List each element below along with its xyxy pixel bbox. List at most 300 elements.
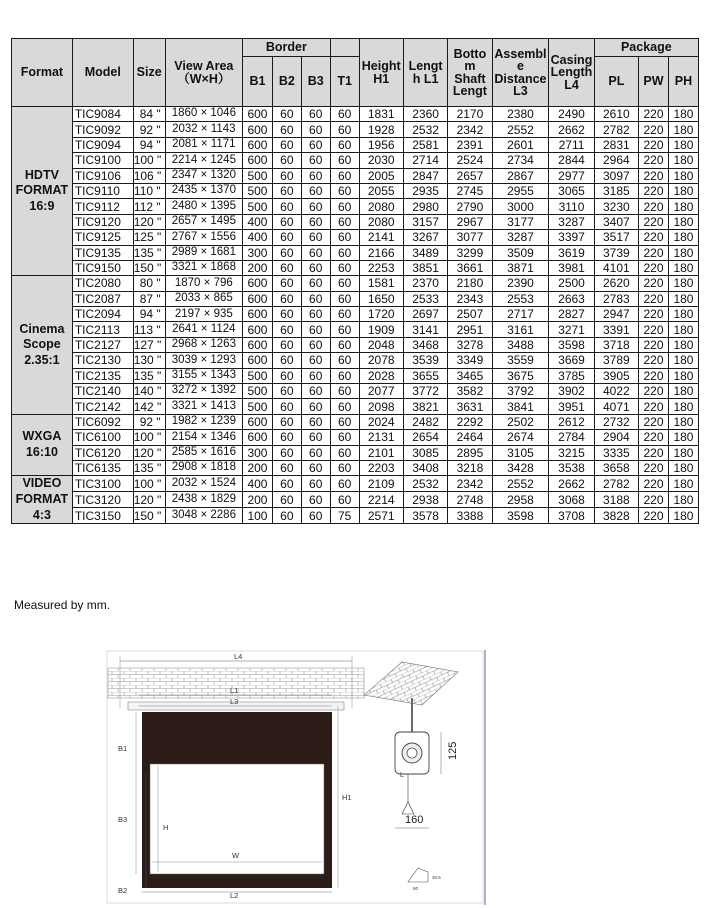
cell-b3: 60 (301, 214, 330, 229)
cell-size: 100 " (133, 430, 165, 445)
cell-ph: 180 (668, 460, 698, 475)
cell-size: 135 " (133, 245, 165, 260)
cell-length-l1: 2847 (403, 168, 447, 183)
cell-bottom-shaft: 2170 (448, 107, 492, 122)
header-b2: B2 (272, 57, 301, 107)
cell-ph: 180 (668, 245, 698, 260)
screen-dimension-diagram (106, 650, 490, 905)
cell-b1: 600 (243, 153, 273, 168)
cell-t1: 60 (330, 183, 359, 198)
cell-height-h1: 2141 (359, 230, 403, 245)
cell-height-h1: 1720 (359, 307, 403, 322)
cell-pw: 220 (639, 476, 669, 492)
cell-size: 130 " (133, 353, 165, 368)
cell-casing-l4: 3951 (549, 399, 594, 414)
cell-bottom-shaft: 3661 (448, 260, 492, 275)
cell-size: 92 " (133, 414, 165, 429)
cell-b1: 200 (243, 460, 273, 475)
cell-casing-l4: 3065 (549, 183, 594, 198)
table-row (12, 414, 699, 429)
cell-model: TIC2135 (72, 368, 133, 383)
cell-t1: 60 (330, 414, 359, 429)
cell-assembly-l3: 3161 (492, 322, 549, 337)
cell-t1: 60 (330, 353, 359, 368)
cell-pl: 3789 (594, 353, 638, 368)
cell-bottom-shaft: 2790 (448, 199, 492, 214)
cell-pl: 3739 (594, 245, 638, 260)
cell-model: TIC9084 (72, 107, 133, 122)
table-row (12, 107, 699, 122)
cell-b3: 60 (301, 384, 330, 399)
cell-casing-l4: 3538 (549, 460, 594, 475)
cell-view-area: 2033 × 865 (165, 291, 242, 306)
cell-size: 140 " (133, 384, 165, 399)
cell-b2: 60 (272, 230, 301, 245)
cell-b1: 500 (243, 199, 273, 214)
cell-pl: 4022 (594, 384, 638, 399)
cell-view-area: 3048 × 2286 (165, 508, 242, 524)
header-b3: B3 (301, 57, 330, 107)
cell-b3: 60 (301, 368, 330, 383)
cell-model: TIC2094 (72, 307, 133, 322)
cell-length-l1: 2980 (403, 199, 447, 214)
cell-assembly-l3: 3792 (492, 384, 549, 399)
cell-b3: 60 (301, 307, 330, 322)
cell-height-h1: 2048 (359, 337, 403, 352)
cell-bottom-shaft: 2745 (448, 183, 492, 198)
cell-view-area: 2657 × 1495 (165, 214, 242, 229)
cell-pw: 220 (639, 214, 669, 229)
cell-pl: 2964 (594, 153, 638, 168)
cell-pw: 220 (639, 230, 669, 245)
cell-view-area: 2438 × 1829 (165, 492, 242, 508)
cell-b3: 60 (301, 460, 330, 475)
cell-size: 125 " (133, 230, 165, 245)
cell-assembly-l3: 3598 (492, 508, 549, 524)
cell-b3: 60 (301, 137, 330, 152)
measurement-note: Measured by mm. (14, 598, 111, 612)
cell-casing-l4: 2490 (549, 107, 594, 122)
table-row (12, 214, 699, 229)
cell-b2: 60 (272, 492, 301, 508)
cell-b3: 60 (301, 291, 330, 306)
cell-model: TIC3120 (72, 492, 133, 508)
cell-t1: 60 (330, 107, 359, 122)
cell-assembly-l3: 2552 (492, 476, 549, 492)
cell-casing-l4: 2662 (549, 476, 594, 492)
cell-pw: 220 (639, 368, 669, 383)
cell-size: 80 " (133, 276, 165, 291)
cell-model: TIC9092 (72, 122, 133, 137)
cell-ph: 180 (668, 260, 698, 275)
header-view-area (165, 39, 242, 107)
cell-pw: 220 (639, 445, 669, 460)
cell-pw: 220 (639, 307, 669, 322)
cell-pl: 2610 (594, 107, 638, 122)
cell-b2: 60 (272, 414, 301, 429)
cell-size: 84 " (133, 107, 165, 122)
cell-size: 94 " (133, 137, 165, 152)
table-row (12, 476, 699, 492)
header-pw: PW (639, 57, 669, 107)
cell-view-area: 2435 × 1370 (165, 183, 242, 198)
cell-ph: 180 (668, 508, 698, 524)
label-125: 125 (447, 741, 459, 760)
cell-pw: 220 (639, 399, 669, 414)
cell-b2: 60 (272, 245, 301, 260)
cell-ph: 180 (668, 322, 698, 337)
cell-bottom-shaft: 3278 (448, 337, 492, 352)
table-row (12, 122, 699, 137)
cell-ph: 180 (668, 276, 698, 291)
cell-pw: 220 (639, 508, 669, 524)
cell-b1: 400 (243, 230, 273, 245)
table-row (12, 153, 699, 168)
cell-t1: 60 (330, 492, 359, 508)
cell-b1: 500 (243, 384, 273, 399)
cell-b3: 60 (301, 414, 330, 429)
cell-b3: 60 (301, 276, 330, 291)
cell-t1: 60 (330, 199, 359, 214)
cell-b1: 300 (243, 245, 273, 260)
cell-casing-l4: 3619 (549, 245, 594, 260)
cell-model: TIC2087 (72, 291, 133, 306)
cell-ph: 180 (668, 399, 698, 414)
cell-b1: 600 (243, 414, 273, 429)
label-w: W (232, 851, 240, 860)
cell-size: 120 " (133, 445, 165, 460)
cell-b1: 600 (243, 322, 273, 337)
cell-b2: 60 (272, 322, 301, 337)
format-group-label: Cinema Scope 2.35:1 (12, 276, 73, 415)
cell-bottom-shaft: 3465 (448, 368, 492, 383)
cell-height-h1: 1928 (359, 122, 403, 137)
header-casing-length: Casing Length L4 (549, 39, 594, 107)
cell-pw: 220 (639, 122, 669, 137)
cell-length-l1: 3267 (403, 230, 447, 245)
cell-b2: 60 (272, 337, 301, 352)
cell-ph: 180 (668, 384, 698, 399)
cell-b1: 600 (243, 337, 273, 352)
cell-assembly-l3: 3488 (492, 337, 549, 352)
cell-height-h1: 2030 (359, 153, 403, 168)
cell-bottom-shaft: 2748 (448, 492, 492, 508)
cell-assembly-l3: 3675 (492, 368, 549, 383)
cell-casing-l4: 3110 (549, 199, 594, 214)
cell-assembly-l3: 3428 (492, 460, 549, 475)
cell-bottom-shaft: 3349 (448, 353, 492, 368)
side-bottom-weight (402, 802, 414, 814)
cell-ph: 180 (668, 214, 698, 229)
cell-model: TIC3100 (72, 476, 133, 492)
cell-assembly-l3: 2734 (492, 153, 549, 168)
cell-bottom-shaft: 2343 (448, 291, 492, 306)
cell-model: TIC9112 (72, 199, 133, 214)
cell-casing-l4: 2977 (549, 168, 594, 183)
cell-ph: 180 (668, 107, 698, 122)
cell-height-h1: 2024 (359, 414, 403, 429)
cell-view-area: 3321 × 1868 (165, 260, 242, 275)
cell-b1: 600 (243, 430, 273, 445)
cell-bottom-shaft: 2464 (448, 430, 492, 445)
cell-size: 142 " (133, 399, 165, 414)
cell-b1: 500 (243, 399, 273, 414)
cell-assembly-l3: 2867 (492, 168, 549, 183)
cell-model: TIC9100 (72, 153, 133, 168)
cell-view-area: 3039 × 1293 (165, 353, 242, 368)
cell-bottom-shaft: 3582 (448, 384, 492, 399)
cell-pl: 2904 (594, 430, 638, 445)
cell-b3: 60 (301, 245, 330, 260)
cell-length-l1: 3578 (403, 508, 447, 524)
cell-length-l1: 2532 (403, 476, 447, 492)
cell-model: TIC2113 (72, 322, 133, 337)
cell-length-l1: 2360 (403, 107, 447, 122)
cell-b2: 60 (272, 276, 301, 291)
cell-t1: 60 (330, 430, 359, 445)
cell-height-h1: 2203 (359, 460, 403, 475)
cell-assembly-l3: 2552 (492, 122, 549, 137)
cell-b1: 400 (243, 476, 273, 492)
cell-b3: 60 (301, 445, 330, 460)
cell-height-h1: 1909 (359, 322, 403, 337)
cell-length-l1: 3821 (403, 399, 447, 414)
cell-b2: 60 (272, 353, 301, 368)
table-row (12, 307, 699, 322)
cell-height-h1: 2055 (359, 183, 403, 198)
cell-t1: 60 (330, 368, 359, 383)
cell-ph: 180 (668, 183, 698, 198)
cell-b2: 60 (272, 260, 301, 275)
cell-b2: 60 (272, 214, 301, 229)
cell-assembly-l3: 3177 (492, 214, 549, 229)
cell-b3: 60 (301, 337, 330, 352)
cell-b3: 60 (301, 107, 330, 122)
cell-b1: 600 (243, 137, 273, 152)
table-row (12, 384, 699, 399)
label-160: 160 (405, 814, 424, 826)
cell-bottom-shaft: 3631 (448, 399, 492, 414)
cell-model: TIC6120 (72, 445, 133, 460)
cell-casing-l4: 3981 (549, 260, 594, 275)
cell-bottom-shaft: 2524 (448, 153, 492, 168)
cell-pw: 220 (639, 337, 669, 352)
cell-height-h1: 1956 (359, 137, 403, 152)
cell-length-l1: 2697 (403, 307, 447, 322)
cell-b1: 500 (243, 183, 273, 198)
cell-bottom-shaft: 3388 (448, 508, 492, 524)
cell-height-h1: 2078 (359, 353, 403, 368)
header-view-area-unit: （W×H） (177, 71, 231, 86)
cell-view-area: 2197 × 935 (165, 307, 242, 322)
cell-view-area: 2032 × 1524 (165, 476, 242, 492)
cell-size: 150 " (133, 508, 165, 524)
cell-length-l1: 3085 (403, 445, 447, 460)
cell-view-area: 3272 × 1392 (165, 384, 242, 399)
cell-pl: 3658 (594, 460, 638, 475)
table-row (12, 230, 699, 245)
label-l1: L1 (230, 686, 239, 695)
cell-b2: 60 (272, 476, 301, 492)
cell-pl: 2732 (594, 414, 638, 429)
cell-b3: 60 (301, 492, 330, 508)
cell-ph: 180 (668, 368, 698, 383)
cell-pw: 220 (639, 199, 669, 214)
label-l2: L2 (230, 891, 239, 900)
cell-casing-l4: 3902 (549, 384, 594, 399)
cell-bottom-shaft: 2342 (448, 476, 492, 492)
cell-model: TIC6135 (72, 460, 133, 475)
cell-model: TIC9150 (72, 260, 133, 275)
cell-pl: 2831 (594, 137, 638, 152)
label-small-2: 50 (413, 886, 419, 891)
cell-view-area: 2968 × 1263 (165, 337, 242, 352)
cell-height-h1: 2080 (359, 214, 403, 229)
cell-b1: 200 (243, 492, 273, 508)
cell-b2: 60 (272, 460, 301, 475)
cell-b3: 60 (301, 183, 330, 198)
format-group-label: HDTV FORMAT 16:9 (12, 107, 73, 276)
cell-view-area: 1870 × 796 (165, 276, 242, 291)
cell-view-area: 2081 × 1171 (165, 137, 242, 152)
cell-ph: 180 (668, 291, 698, 306)
cell-length-l1: 3772 (403, 384, 447, 399)
cell-assembly-l3: 2674 (492, 430, 549, 445)
cell-length-l1: 3468 (403, 337, 447, 352)
cell-length-l1: 2532 (403, 122, 447, 137)
cell-ph: 180 (668, 153, 698, 168)
cell-ph: 180 (668, 430, 698, 445)
bottom-bar-profile (408, 868, 428, 882)
cell-pl: 4101 (594, 260, 638, 275)
cell-b1: 500 (243, 168, 273, 183)
cell-assembly-l3: 2380 (492, 107, 549, 122)
cell-b1: 600 (243, 353, 273, 368)
cell-pl: 3335 (594, 445, 638, 460)
cell-pl: 4071 (594, 399, 638, 414)
cell-model: TIC2142 (72, 399, 133, 414)
cell-b2: 60 (272, 107, 301, 122)
cell-size: 92 " (133, 122, 165, 137)
cell-model: TIC9110 (72, 183, 133, 198)
cell-casing-l4: 2663 (549, 291, 594, 306)
spec-table-body (12, 107, 699, 524)
table-row (12, 199, 699, 214)
cell-height-h1: 2253 (359, 260, 403, 275)
cell-size: 94 " (133, 307, 165, 322)
cell-casing-l4: 3287 (549, 214, 594, 229)
cell-view-area: 2767 × 1556 (165, 230, 242, 245)
cell-height-h1: 2077 (359, 384, 403, 399)
cell-height-h1: 2028 (359, 368, 403, 383)
cell-pw: 220 (639, 384, 669, 399)
cell-length-l1: 3141 (403, 322, 447, 337)
cell-t1: 60 (330, 137, 359, 152)
cell-assembly-l3: 2717 (492, 307, 549, 322)
cell-b1: 600 (243, 276, 273, 291)
table-row (12, 245, 699, 260)
side-ceiling (364, 662, 458, 705)
cell-view-area: 2585 × 1616 (165, 445, 242, 460)
label-h: H (163, 823, 169, 832)
cell-length-l1: 3157 (403, 214, 447, 229)
cell-t1: 60 (330, 307, 359, 322)
cell-casing-l4: 3068 (549, 492, 594, 508)
cell-pw: 220 (639, 153, 669, 168)
cell-length-l1: 3408 (403, 460, 447, 475)
cell-length-l1: 2533 (403, 291, 447, 306)
cell-ph: 180 (668, 307, 698, 322)
cell-assembly-l3: 2601 (492, 137, 549, 152)
cell-t1: 60 (330, 276, 359, 291)
cell-height-h1: 2131 (359, 430, 403, 445)
cell-view-area: 3155 × 1343 (165, 368, 242, 383)
cell-ph: 180 (668, 476, 698, 492)
cell-bottom-shaft: 2391 (448, 137, 492, 152)
cell-b2: 60 (272, 430, 301, 445)
cell-casing-l4: 2784 (549, 430, 594, 445)
header-pl: PL (594, 57, 638, 107)
cell-t1: 60 (330, 260, 359, 275)
cell-model: TIC3150 (72, 508, 133, 524)
table-row (12, 291, 699, 306)
cell-assembly-l3: 3841 (492, 399, 549, 414)
cell-pl: 3188 (594, 492, 638, 508)
cell-b2: 60 (272, 168, 301, 183)
cell-ph: 180 (668, 492, 698, 508)
cell-assembly-l3: 3287 (492, 230, 549, 245)
cell-bottom-shaft: 2342 (448, 122, 492, 137)
cell-pw: 220 (639, 414, 669, 429)
cell-size: 110 " (133, 183, 165, 198)
table-row (12, 353, 699, 368)
cell-b3: 60 (301, 153, 330, 168)
cell-b1: 600 (243, 107, 273, 122)
table-row (12, 137, 699, 152)
label-h1: H1 (342, 793, 352, 802)
cell-size: 120 " (133, 214, 165, 229)
cell-model: TIC2080 (72, 276, 133, 291)
cell-bottom-shaft: 2180 (448, 276, 492, 291)
cell-casing-l4: 3708 (549, 508, 594, 524)
cell-casing-l4: 2500 (549, 276, 594, 291)
cell-t1: 60 (330, 122, 359, 137)
header-height: Height H1 (359, 39, 403, 107)
cell-height-h1: 2080 (359, 199, 403, 214)
cell-height-h1: 2005 (359, 168, 403, 183)
cell-b3: 60 (301, 476, 330, 492)
format-group-label: WXGA 16:10 (12, 414, 73, 476)
table-row (12, 460, 699, 475)
cell-height-h1: 2101 (359, 445, 403, 460)
cell-model: TIC2130 (72, 353, 133, 368)
cell-ph: 180 (668, 445, 698, 460)
cell-height-h1: 2098 (359, 399, 403, 414)
cell-b2: 60 (272, 307, 301, 322)
cell-b3: 60 (301, 399, 330, 414)
cell-view-area: 2032 × 1143 (165, 122, 242, 137)
cell-pw: 220 (639, 291, 669, 306)
cell-casing-l4: 3215 (549, 445, 594, 460)
cell-b2: 60 (272, 137, 301, 152)
cell-t1: 60 (330, 153, 359, 168)
cell-size: 100 " (133, 153, 165, 168)
cell-casing-l4: 2711 (549, 137, 594, 152)
cell-pl: 3517 (594, 230, 638, 245)
table-row (12, 430, 699, 445)
cell-assembly-l3: 3871 (492, 260, 549, 275)
cell-view-area: 2908 × 1818 (165, 460, 242, 475)
